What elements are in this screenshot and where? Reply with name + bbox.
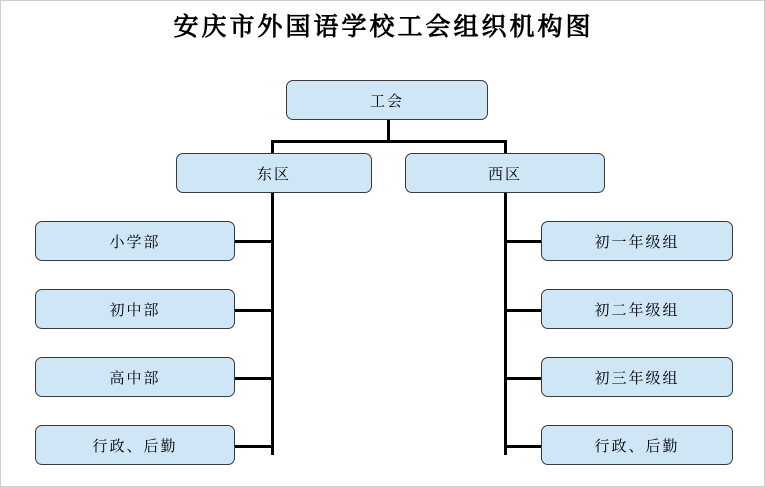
connector-west-child-2 bbox=[504, 309, 542, 312]
node-west-child-grade1[interactable]: 初一年级组 bbox=[541, 221, 733, 261]
node-branch-east[interactable]: 东区 bbox=[176, 153, 372, 193]
node-west-child-grade2[interactable]: 初二年级组 bbox=[541, 289, 733, 329]
connector-east-child-3 bbox=[235, 377, 273, 380]
node-east-child-senior[interactable]: 高中部 bbox=[35, 357, 235, 397]
connector-west-child-4 bbox=[504, 445, 542, 448]
node-east-child-primary[interactable]: 小学部 bbox=[35, 221, 235, 261]
page-title: 安庆市外国语学校工会组织机构图 bbox=[173, 14, 594, 41]
node-east-child-junior[interactable]: 初中部 bbox=[35, 289, 235, 329]
connector-west-trunk bbox=[504, 191, 507, 455]
connector-west-child-1 bbox=[504, 240, 542, 243]
connector-east-trunk bbox=[271, 191, 274, 455]
node-west-child-admin[interactable]: 行政、后勤 bbox=[541, 425, 733, 465]
connector-east-child-4 bbox=[235, 445, 273, 448]
node-branch-west[interactable]: 西区 bbox=[405, 153, 605, 193]
connector-west-child-3 bbox=[504, 377, 542, 380]
connector-east-child-2 bbox=[235, 309, 273, 312]
node-east-child-admin[interactable]: 行政、后勤 bbox=[35, 425, 235, 465]
node-root-union[interactable]: 工会 bbox=[286, 80, 488, 120]
connector-east-child-1 bbox=[235, 240, 273, 243]
node-west-child-grade3[interactable]: 初三年级组 bbox=[541, 357, 733, 397]
connector-root-horizontal bbox=[271, 140, 507, 143]
connector-root-down bbox=[387, 120, 390, 140]
